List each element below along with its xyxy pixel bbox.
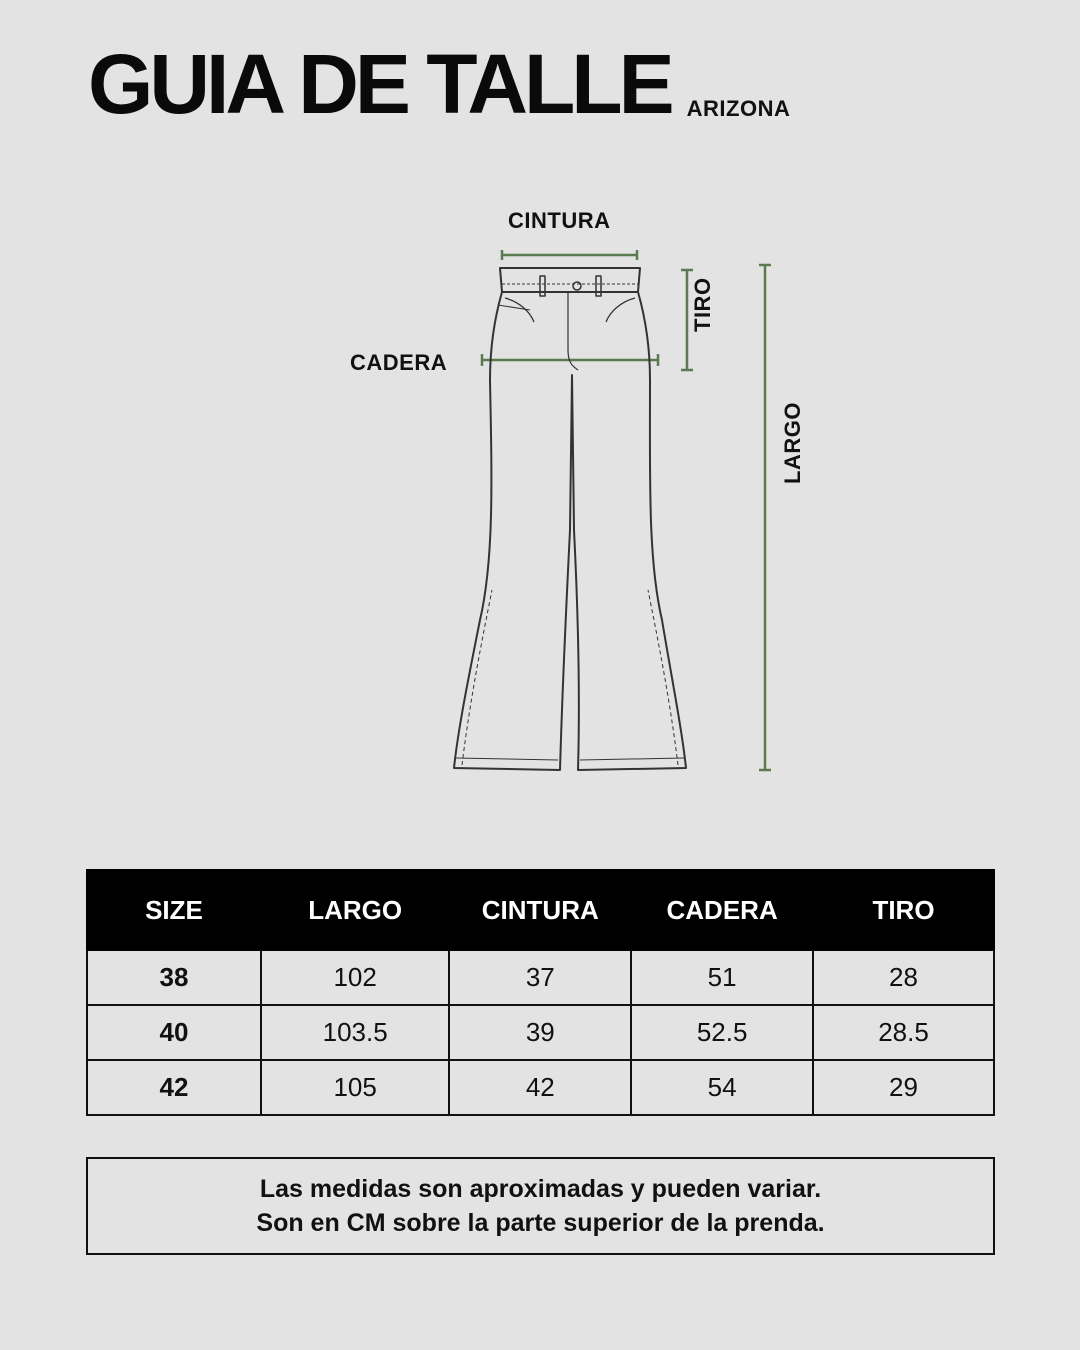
table-row [87,1060,994,1115]
pants-outline [454,268,686,770]
size-table [86,869,995,1116]
column-header: CADERA [631,870,813,950]
table-cell: 54 [631,1060,813,1115]
page-title: GUIA DE TALLE [88,37,671,131]
table-cell: 37 [449,950,631,1005]
table-cell: 39 [449,1005,631,1060]
cadera-label: CADERA [350,350,448,375]
table-cell: 102 [261,950,449,1005]
tiro-label: TIRO [690,277,715,332]
size-cell: 40 [87,1005,261,1060]
table-header-row [87,870,994,950]
table-cell: 103.5 [261,1005,449,1060]
table-cell: 29 [813,1060,994,1115]
table-row [87,1005,994,1060]
table-row [87,950,994,1005]
column-header: SIZE [87,870,261,950]
table-cell: 105 [261,1060,449,1115]
pants-illustration [0,180,1080,800]
table-cell: 51 [631,950,813,1005]
table-cell: 28.5 [813,1005,994,1060]
size-cell: 42 [87,1060,261,1115]
column-header: CINTURA [449,870,631,950]
measure-lines [482,250,771,770]
page-subtitle: ARIZONA [686,96,791,121]
table-cell: 42 [449,1060,631,1115]
measurement-note [86,1157,995,1255]
column-header: LARGO [261,870,449,950]
pants-diagram [0,180,1080,800]
largo-label: LARGO [780,402,805,484]
table-cell: 28 [813,950,994,1005]
column-header: TIRO [813,870,994,950]
cintura-label: CINTURA [508,208,611,233]
table-cell: 52.5 [631,1005,813,1060]
size-cell: 38 [87,950,261,1005]
note-line-1: Las medidas son aproximadas y pueden variar. [259,1175,822,1203]
note-line-2: Son en CM sobre la parte superior de la prenda. [256,1209,825,1237]
header [88,37,791,131]
